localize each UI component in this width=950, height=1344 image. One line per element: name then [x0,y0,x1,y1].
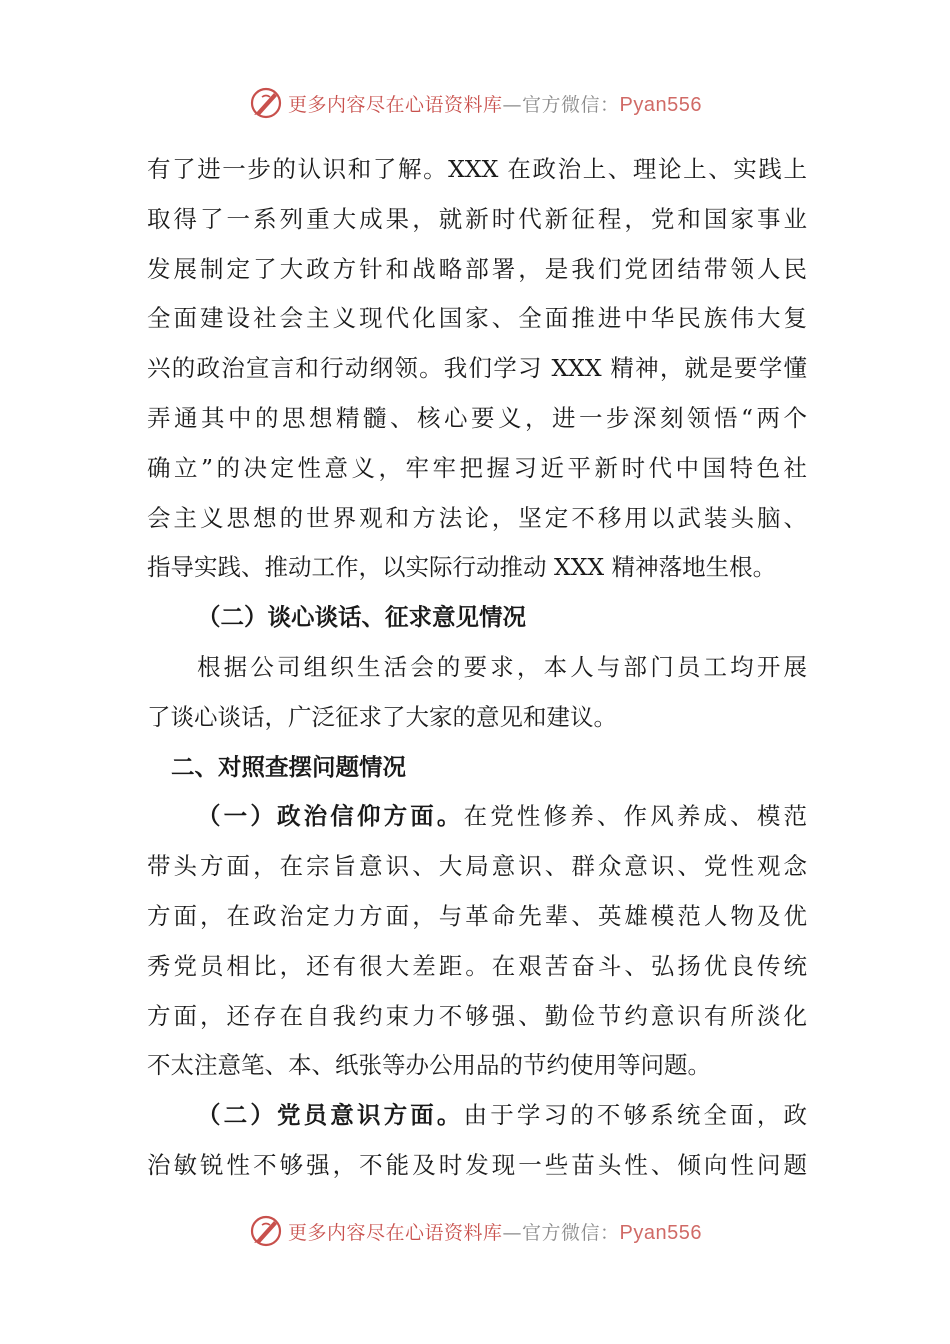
body-line: 全面建设社会主义现代化国家、全面推进中华民族伟大复 [147,304,807,333]
body-line: 取得了一系列重大成果，就新时代新征程，党和国家事业 [147,204,807,233]
body-line: 了谈心谈话，广泛征求了大家的意见和建议。 [147,702,617,731]
header-banner [0,83,950,123]
body-line: 确立”的决定性意义，牢牢把握习近平新时代中国特色社 [147,453,807,482]
pen-logo-icon [248,85,284,121]
header-banner-text: 更多内容尽在心语资料库—官方微信：Pyan556 [288,93,702,116]
body-line: 秀党员相比，还有很大差距。在艰苦奋斗、弘扬优良传统 [147,951,807,980]
body-line: 根据公司组织生活会的要求，本人与部门员工均开展 [197,652,807,681]
body-line: 会主义思想的世界观和方法论，坚定不移用以武装头脑、 [147,503,807,532]
body-line: 弄通其中的思想精髓、核心要义，进一步深刻领悟“两个 [147,403,807,432]
subsection-title: （二）党员意识方面。 [197,1101,464,1130]
body-line: （一）政治信仰方面。在党性修养、作风养成、模范 [197,802,808,831]
document-body [147,145,807,1191]
body-line: 发展制定了大政方针和战略部署，是我们党团结带领人民 [147,254,807,283]
section-heading: 二、对照查摆问题情况 [171,752,406,781]
footer-banner [0,1211,950,1251]
footer-banner-text: 更多内容尽在心语资料库—官方微信：Pyan556 [288,1221,702,1244]
subsection-title: （一）政治信仰方面。 [197,802,464,831]
body-line: 带头方面，在宗旨意识、大局意识、群众意识、党性观念 [147,852,807,881]
body-line: 兴的政治宣言和行动纲领。我们学习 XXX 精神，就是要学懂 [147,354,807,383]
body-line: 不太注意笔、本、纸张等办公用品的节约使用等问题。 [147,1051,711,1080]
subheading-talk: （二）谈心谈话、征求意见情况 [197,603,526,632]
body-line: 有了进一步的认识和了解。XXX 在政治上、理论上、实践上 [147,155,807,183]
pen-logo-icon [248,1213,284,1249]
body-line: 方面，在政治定力方面，与革命先辈、英雄模范人物及优 [147,901,807,930]
body-line: 方面，还存在自我约束力不够强、勤俭节约意识有所淡化 [147,1001,807,1030]
body-line: 指导实践、推动工作，以实际行动推动 XXX 精神落地生根。 [147,553,777,582]
body-line: 治敏锐性不够强，不能及时发现一些苗头性、倾向性问题 [147,1150,807,1179]
body-line: （二）党员意识方面。由于学习的不够系统全面，政 [197,1101,808,1130]
